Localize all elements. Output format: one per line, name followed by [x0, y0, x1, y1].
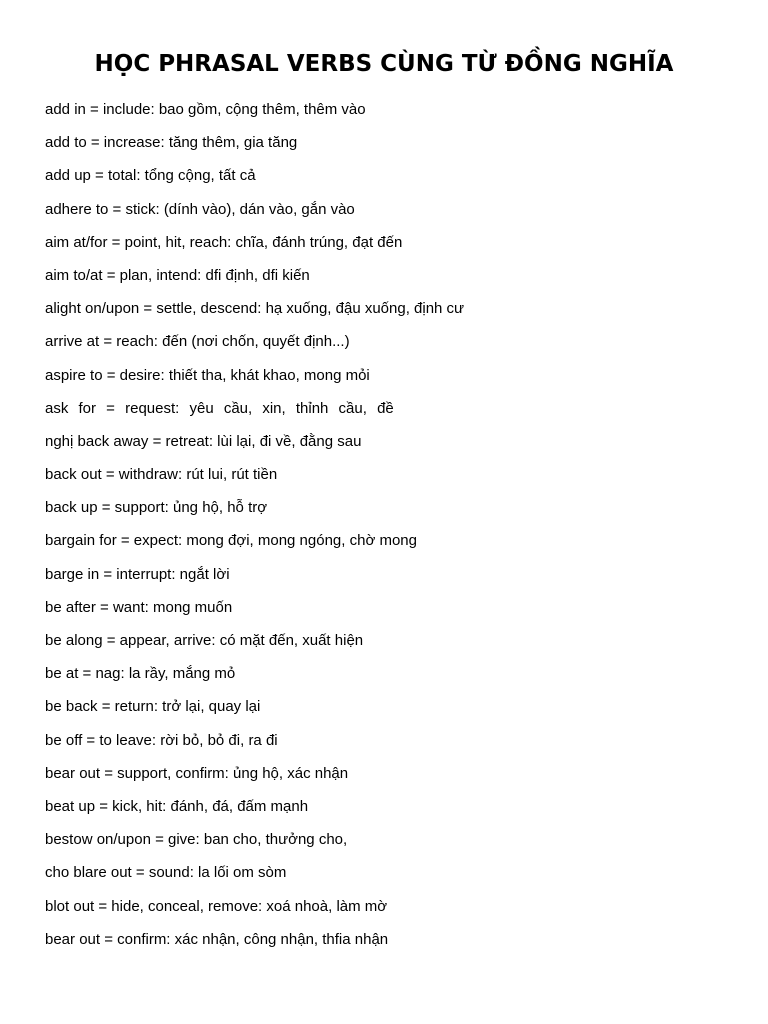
list-item: bargain for = expect: mong đợi, mong ngóng, chờ mong — [45, 532, 417, 550]
phrasal-verb-list — [45, 93, 745, 956]
list-item: be at = nag: la rầy, mắng mỏ — [45, 665, 236, 683]
list-item: add in = include: bao gồm, cộng thêm, thêm vào — [45, 101, 366, 118]
list-item: be back = return: trở lại, quay lại — [45, 698, 261, 716]
list-item: aspire to = desire: thiết tha, khát khao, mong mỏi — [45, 366, 370, 384]
list-item: be after = want: mong muốn — [45, 598, 233, 616]
list-item: nghị back away = retreat: lùi lại, đi về, đằng sau — [45, 432, 362, 450]
list-item: back up = support: ủng hộ, hỗ trợ — [45, 499, 268, 517]
list-item: alight on/upon = settle, descend: hạ xuống, đậu xuống, định cư — [45, 300, 465, 318]
list-item: be off = to leave: rời bỏ, bỏ đi, ra đi — [45, 731, 278, 749]
list-item: cho blare out = sound: la lối om sòm — [45, 864, 287, 882]
list-item: aim at/for = point, hit, reach: chĩa, đánh trúng, đạt đến — [45, 233, 403, 251]
list-item: adhere to = stick: (dính vào), dán vào, gắn vào — [45, 200, 355, 218]
list-item: barge in = interrupt: ngắt lời — [45, 565, 230, 583]
list-item: back out = withdraw: rút lui, rút tiền — [45, 466, 278, 484]
list-item: add to = increase: tăng thêm, gia tăng — [45, 134, 298, 152]
list-item: bear out = confirm: xác nhận, công nhận, thfia nhận — [45, 930, 389, 948]
list-item: aim to/at = plan, intend: dfi định, dfi kiến — [45, 266, 310, 284]
document-title: HỌC PHRASAL VERBS CÙNG TỪ ĐỒNG NGHĨA — [94, 51, 674, 77]
list-item: add up = total: tổng cộng, tất cả — [45, 167, 256, 185]
list-item: bear out = support, confirm: ủng hộ, xác nhận — [45, 764, 349, 782]
list-item: bestow on/upon = give: ban cho, thưởng cho, — [45, 831, 348, 849]
list-item: arrive at = reach: đến (nơi chốn, quyết định...) — [45, 333, 350, 351]
list-item: blot out = hide, conceal, remove: xoá nhoà, làm mờ — [45, 897, 388, 915]
list-item: be along = appear, arrive: có mặt đến, xuất hiện — [45, 632, 364, 649]
list-item: ask for = request: yêu cầu, xin, thỉnh cầu, đề — [45, 399, 394, 417]
list-item: beat up = kick, hit: đánh, đá, đấm mạnh — [45, 797, 309, 815]
